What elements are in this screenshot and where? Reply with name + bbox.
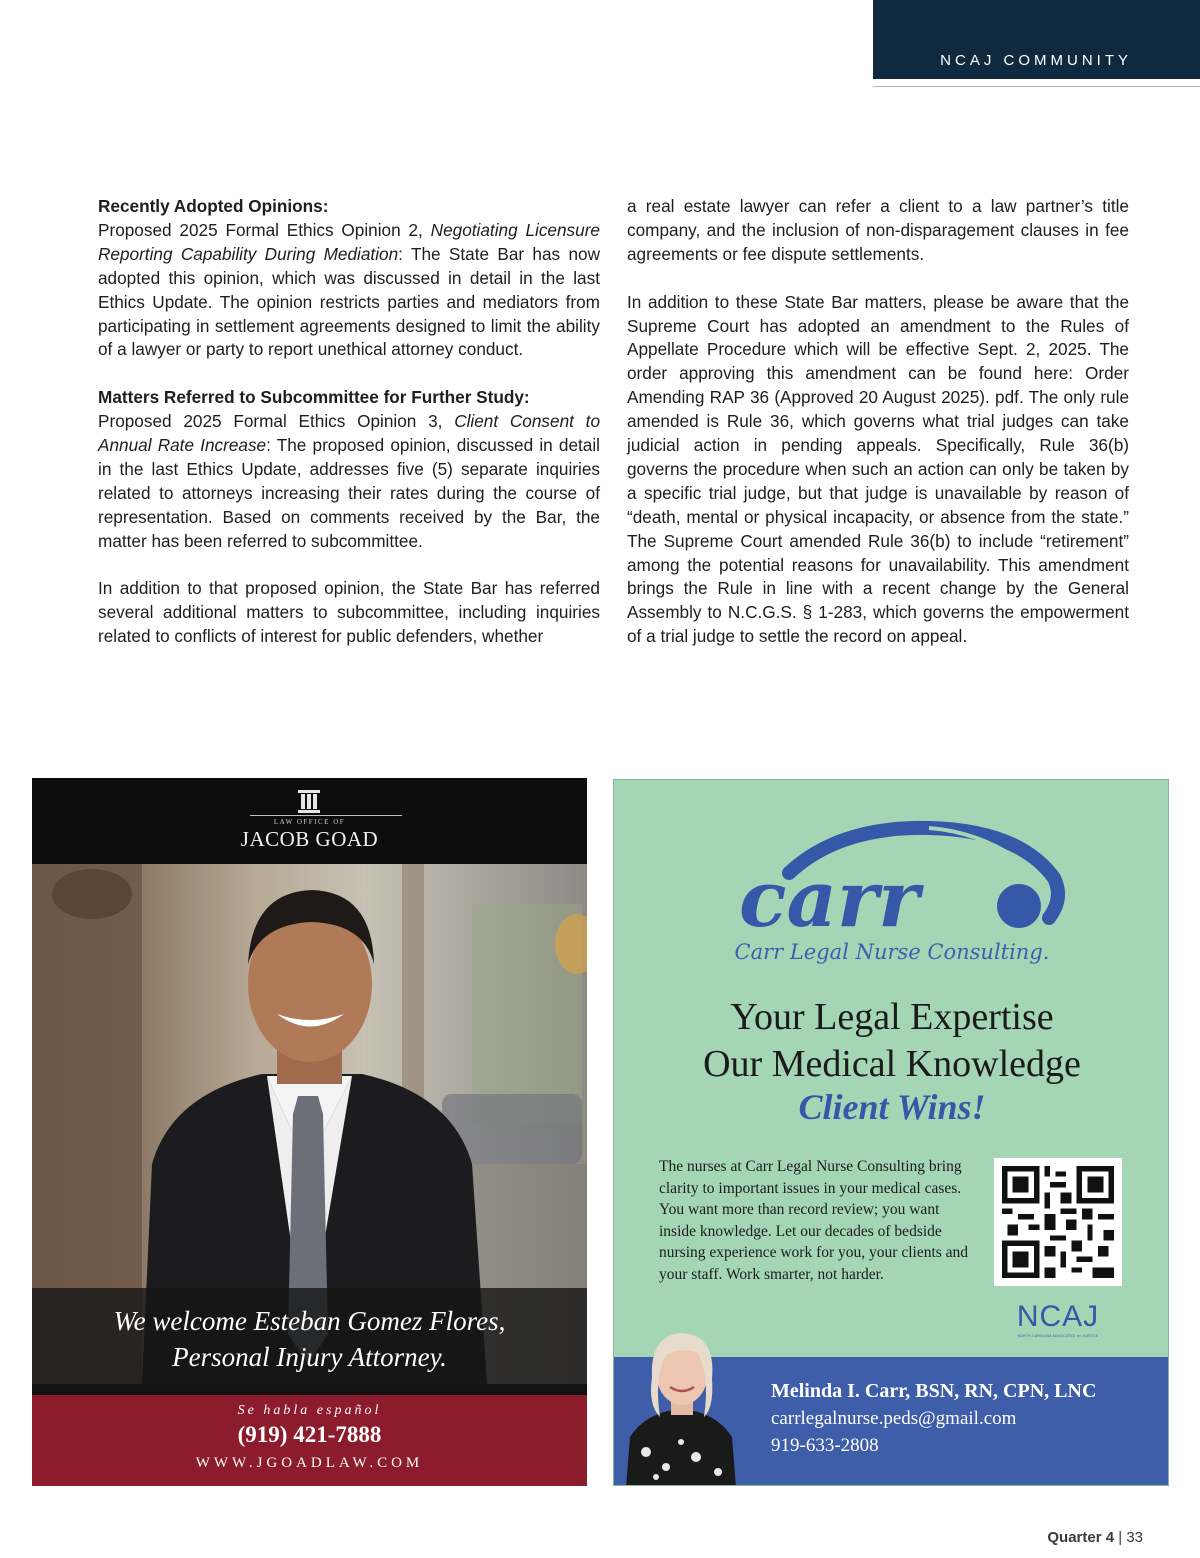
subhead-subcommittee: Matters Referred to Subcommittee for Further Study: xyxy=(98,387,530,408)
page-number: 33 xyxy=(1126,1529,1143,1546)
section-tab xyxy=(873,0,1200,79)
ad-jacob-goad[interactable] xyxy=(32,778,587,1486)
welcome-caption: We welcome Esteban Gomez Flores, Personal Injury Attorney. xyxy=(113,1306,506,1372)
page-folio xyxy=(1047,1529,1143,1546)
carr-logo xyxy=(719,818,1074,940)
contact-email[interactable]: carrlegalnurse.peds@gmail.com xyxy=(771,1408,1017,1429)
firm-name: JACOB GOAD xyxy=(240,827,379,851)
ncaj-logo-tagline: NORTH CAROLINA ADVOCATES for JUSTICE xyxy=(1017,1334,1099,1338)
article-column-right xyxy=(627,195,1129,673)
ncaj-logo xyxy=(1006,1300,1110,1338)
contact-phone[interactable]: 919-633-2808 xyxy=(771,1435,879,1456)
logo-rule xyxy=(250,815,402,816)
goad-header xyxy=(32,778,587,864)
goad-website-link[interactable]: WWW.JGOADLAW.COM xyxy=(195,1455,424,1471)
ncaj-logo-text: NCAJ xyxy=(1016,1300,1100,1333)
portrait-photo xyxy=(626,1317,736,1486)
subhead-adopted: Recently Adopted Opinions: xyxy=(98,196,329,216)
paragraph-additional-matters: In addition to that proposed opinion, the State Bar has referred several additional matters to subcommittee, including inquiries related to conflicts of interest for public defenders, whether xyxy=(98,578,600,647)
contact-name: Melinda I. Carr, BSN, RN, CPN, LNC xyxy=(771,1380,1097,1402)
paragraph-adopted-opinions: Recently Adopted Opinions: Proposed 2025 Formal Ethics Opinion 2, Negotiating Licensure Reporting Capability During Mediation: The State Bar has now adopted this opinion, which was discussed in detail in the last Ethics Update. The opinion restricts parties and mediators from participating in settlement agreements designed to limit the ability of a lawyer or party to report unethical attorney conduct. xyxy=(98,196,601,360)
column-logo-icon xyxy=(292,788,326,814)
section-title: NCAJ COMMUNITY xyxy=(940,52,1132,69)
paragraph-supreme-court: In addition to these State Bar matters, please be aware that the Supreme Court has adopted an amendment to the Rules of Appellate Procedure which will be effective Sept. 2, 2025. The order approving this amendment can be found here: Order Amending RAP 36 (Approved 20 August 2025). pdf. The only rule amended is Rule 36, which governs what trial judges can take judicial action in pending appeals. Specifically, Rule 36(b) governs the procedure when such an action can only be taken by a specific trial judge, but that judge is unavailable by reason of “death, mental or physical incapacity, or absence from the state.” The Supreme Court amended Rule 36(b) to include “retirement” among the potential reasons for unavailability. This amendment brings the Rule in line with a recent change by the General Assembly to N.C.G.S. § 1-283, which governs the empowerment of a trial judge to settle the record on appeal. xyxy=(627,291,1129,647)
carr-footer xyxy=(614,1357,1169,1486)
issue-label: Quarter 4 xyxy=(1047,1529,1115,1546)
article-column-left xyxy=(98,195,600,673)
opinion-title: Negotiating Licensure Reporting Capability During Mediation xyxy=(98,219,600,264)
paragraph-continued: a real estate lawyer can refer a client to a law partner’s title company, and the inclusion of non-disparagement clauses in fee agreements or fee dispute settlements. xyxy=(627,196,1129,264)
carr-body-text: The nurses at Carr Legal Nurse Consulting bring clarity to important issues in your medical cases. You want more than record review; you want inside knowledge. Let our decades of bedside nursing experience work for you, your clients and your staff. Work smarter, not harder. xyxy=(659,1158,969,1283)
carr-headline: Your Legal Expertise Our Medical Knowledge xyxy=(703,996,1081,1085)
carr-contact-block xyxy=(771,1377,1096,1459)
paragraph-subcommittee: Matters Referred to Subcommittee for Further Study: Proposed 2025 Formal Ethics Opinion 3, Client Consent to Annual Rate Increase: The proposed opinion, discussed in detail in the last Ethics Update, addresses five (5) separate inquiries related to attorneys increasing their rates during the course of representation. Based on comments received by the Bar, the matter has been referred to subcommittee. xyxy=(98,387,601,551)
folio-separator: | xyxy=(1118,1529,1123,1546)
opinion-title: Client Consent to Annual Rate Increase xyxy=(98,411,601,456)
header-rule xyxy=(873,86,1200,87)
carr-tagline: Client Wins! xyxy=(798,1087,986,1127)
goad-footer xyxy=(32,1395,587,1486)
qr-code-icon[interactable] xyxy=(994,1158,1122,1286)
ad-carr-legal-nurse[interactable] xyxy=(613,779,1169,1486)
goad-phone[interactable]: (919) 421-7888 xyxy=(237,1422,382,1447)
carr-logo-word: carr xyxy=(739,854,920,940)
carr-subtitle: Carr Legal Nurse Consulting. xyxy=(734,940,1050,964)
firm-small-label: LAW OFFICE OF xyxy=(273,818,346,826)
spanish-note: Se habla español xyxy=(237,1403,382,1418)
